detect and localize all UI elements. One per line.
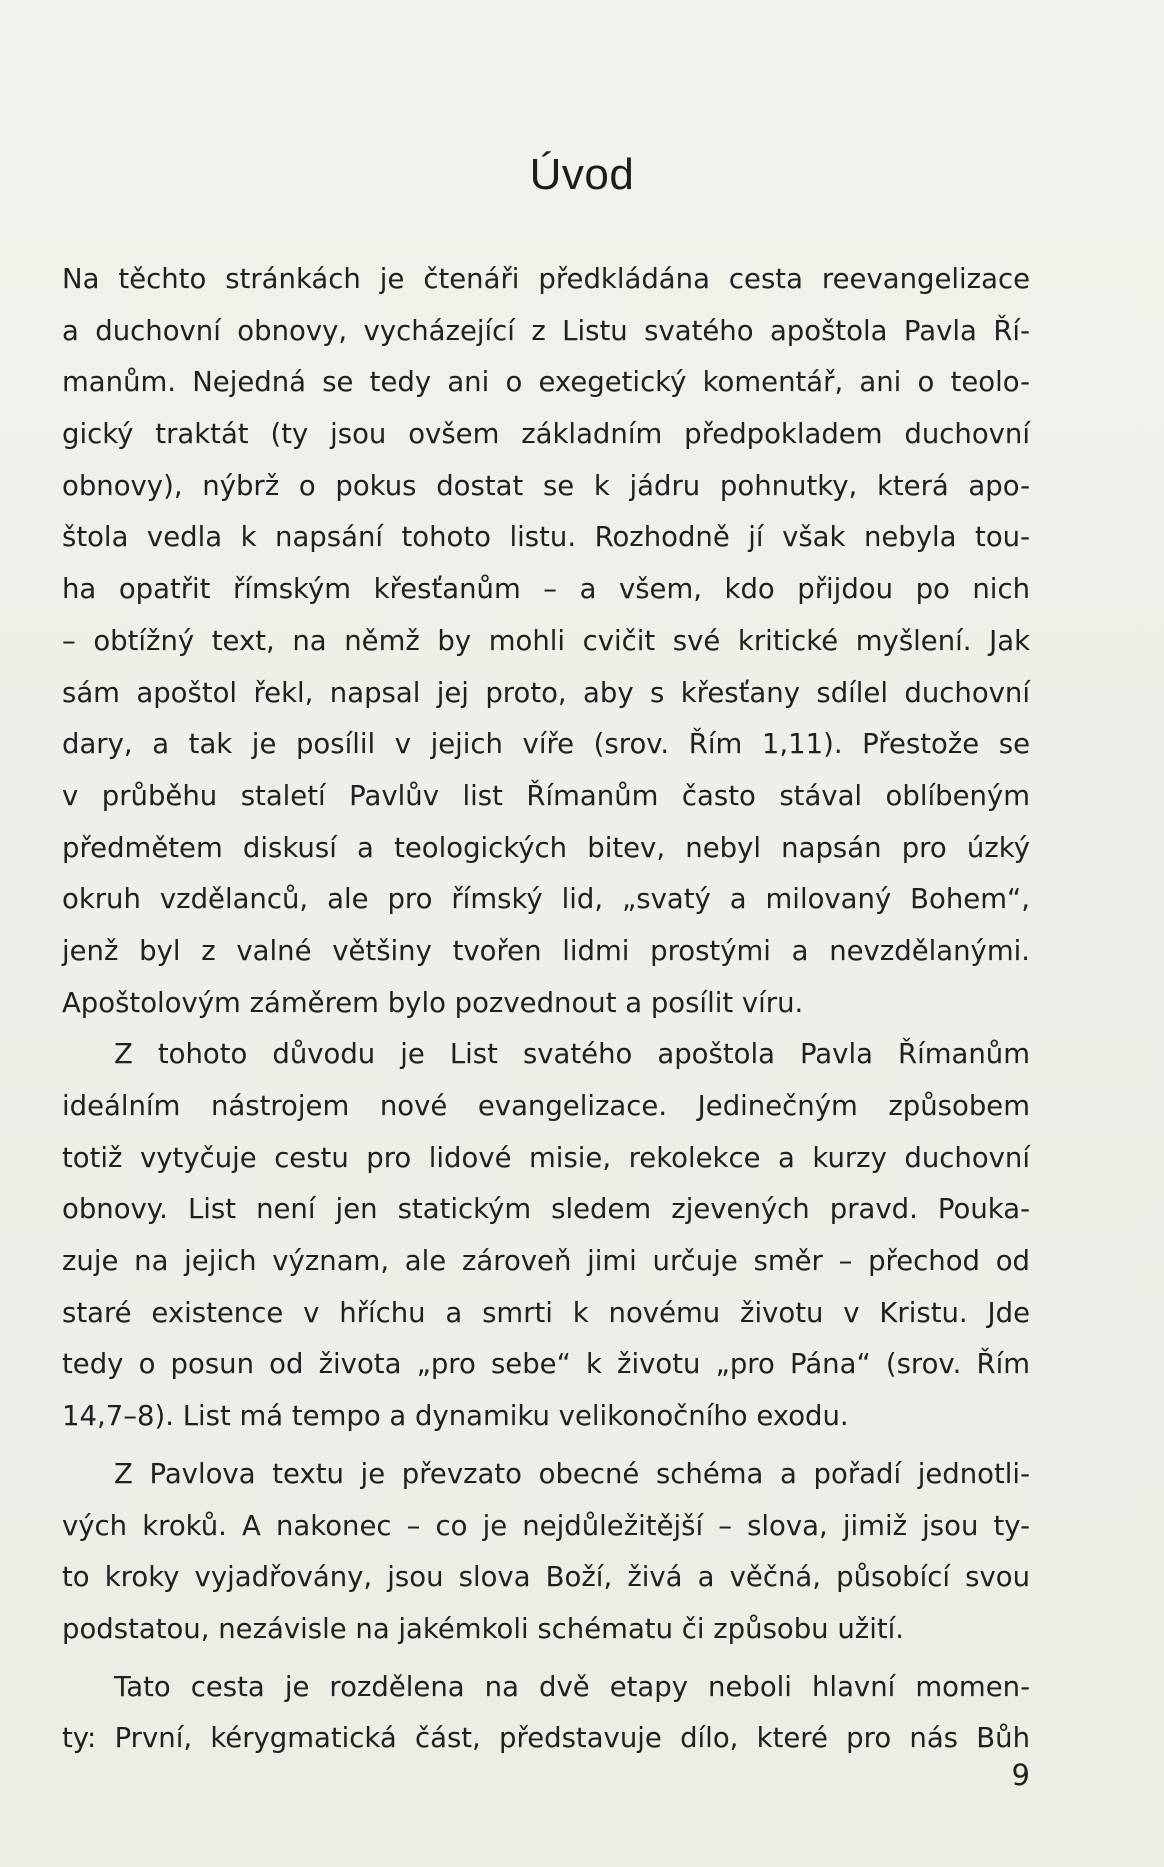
- paragraph-4: [62, 1662, 1030, 1765]
- text-line: totiž vytyčuje cestu pro lidové misie, rekolekce a kurzy duchovní: [62, 1141, 1030, 1174]
- text-line: Apoštolovým záměrem bylo pozvednout a posílit víru.: [62, 986, 804, 1019]
- text-line: Z Pavlova textu je převzato obecné schéma a pořadí jednotli-: [114, 1457, 1030, 1490]
- text-line: staré existence v hříchu a smrti k novému životu v Kristu. Jde: [62, 1296, 1030, 1329]
- text-line: dary, a tak je posílil v jejich víře (srov. Řím 1,11). Přestože se: [62, 728, 1030, 761]
- text-line: gický traktát (ty jsou ovšem základním předpokladem duchovní: [62, 418, 1030, 451]
- text-line: obnovy. List není jen statickým sledem zjevených pravd. Pouka-: [62, 1193, 1030, 1226]
- text-line: manům. Nejedná se tedy ani o exegetický komentář, ani o teolo-: [62, 366, 1030, 399]
- text-line: Tato cesta je rozdělena na dvě etapy neboli hlavní momen-: [114, 1670, 1030, 1703]
- text-line: Z tohoto důvodu je List svatého apoštola Pavla Římanům: [114, 1038, 1030, 1071]
- text-line: Na těchto stránkách je čtenáři předkládána cesta reevangelizace: [62, 263, 1030, 295]
- text-line: sám apoštol řekl, napsal jej proto, aby s křesťany sdílel duchovní: [62, 676, 1030, 709]
- page-number: 9: [1011, 1758, 1030, 1792]
- text-line: štola vedla k napsání tohoto listu. Rozhodně jí však nebyla tou-: [62, 521, 1030, 554]
- text-line: ideálním nástrojem nové evangelizace. Jedinečným způsobem: [62, 1090, 1030, 1122]
- text-line: okruh vzdělanců, ale pro římský lid, „svatý a milovaný Bohem“,: [62, 883, 1030, 916]
- body-text: [62, 254, 1030, 1765]
- text-line: vých kroků. A nakonec – co je nejdůležitější – slova, jimiž jsou ty-: [62, 1509, 1030, 1542]
- text-line: 14,7–8). List má tempo a dynamiku velikonočního exodu.: [62, 1400, 849, 1433]
- paragraph-2: [62, 1029, 1030, 1443]
- text-line: a duchovní obnovy, vycházející z Listu svatého apoštola Pavla Ří-: [62, 314, 1030, 347]
- text-line: předmětem diskusí a teologických bitev, nebyl napsán pro úzký: [62, 831, 1030, 864]
- text-line: zuje na jejich význam, ale zároveň jimi určuje směr – přechod od: [62, 1245, 1030, 1278]
- text-line: podstatou, nezávisle na jakémkoli schématu či způsobu užití.: [62, 1612, 905, 1645]
- text-line: – obtížný text, na němž by mohli cvičit své kritické myšlení. Jak: [62, 624, 1030, 657]
- text-line: ty: První, kérygmatická část, představuje dílo, které pro nás Bůh: [62, 1722, 1030, 1755]
- paragraph-1: [62, 254, 1030, 1029]
- text-line: jenž byl z valné většiny tvořen lidmi prostými a nevzdělanými.: [62, 934, 1030, 967]
- text-line: ha opatřit římským křesťanům – a všem, kdo přijdou po nich: [62, 573, 1030, 606]
- text-line: v průběhu staletí Pavlův list Římanům často stával oblíbeným: [62, 779, 1030, 812]
- text-line: obnovy), nýbrž o pokus dostat se k jádru pohnutky, která apo-: [62, 469, 1030, 502]
- paragraph-3: [62, 1449, 1030, 1656]
- text-line: tedy o posun od života „pro sebe“ k životu „pro Pána“ (srov. Řím: [62, 1348, 1030, 1381]
- chapter-heading: Úvod: [529, 150, 635, 199]
- text-line: to kroky vyjadřovány, jsou slova Boží, živá a věčná, působící svou: [62, 1561, 1030, 1594]
